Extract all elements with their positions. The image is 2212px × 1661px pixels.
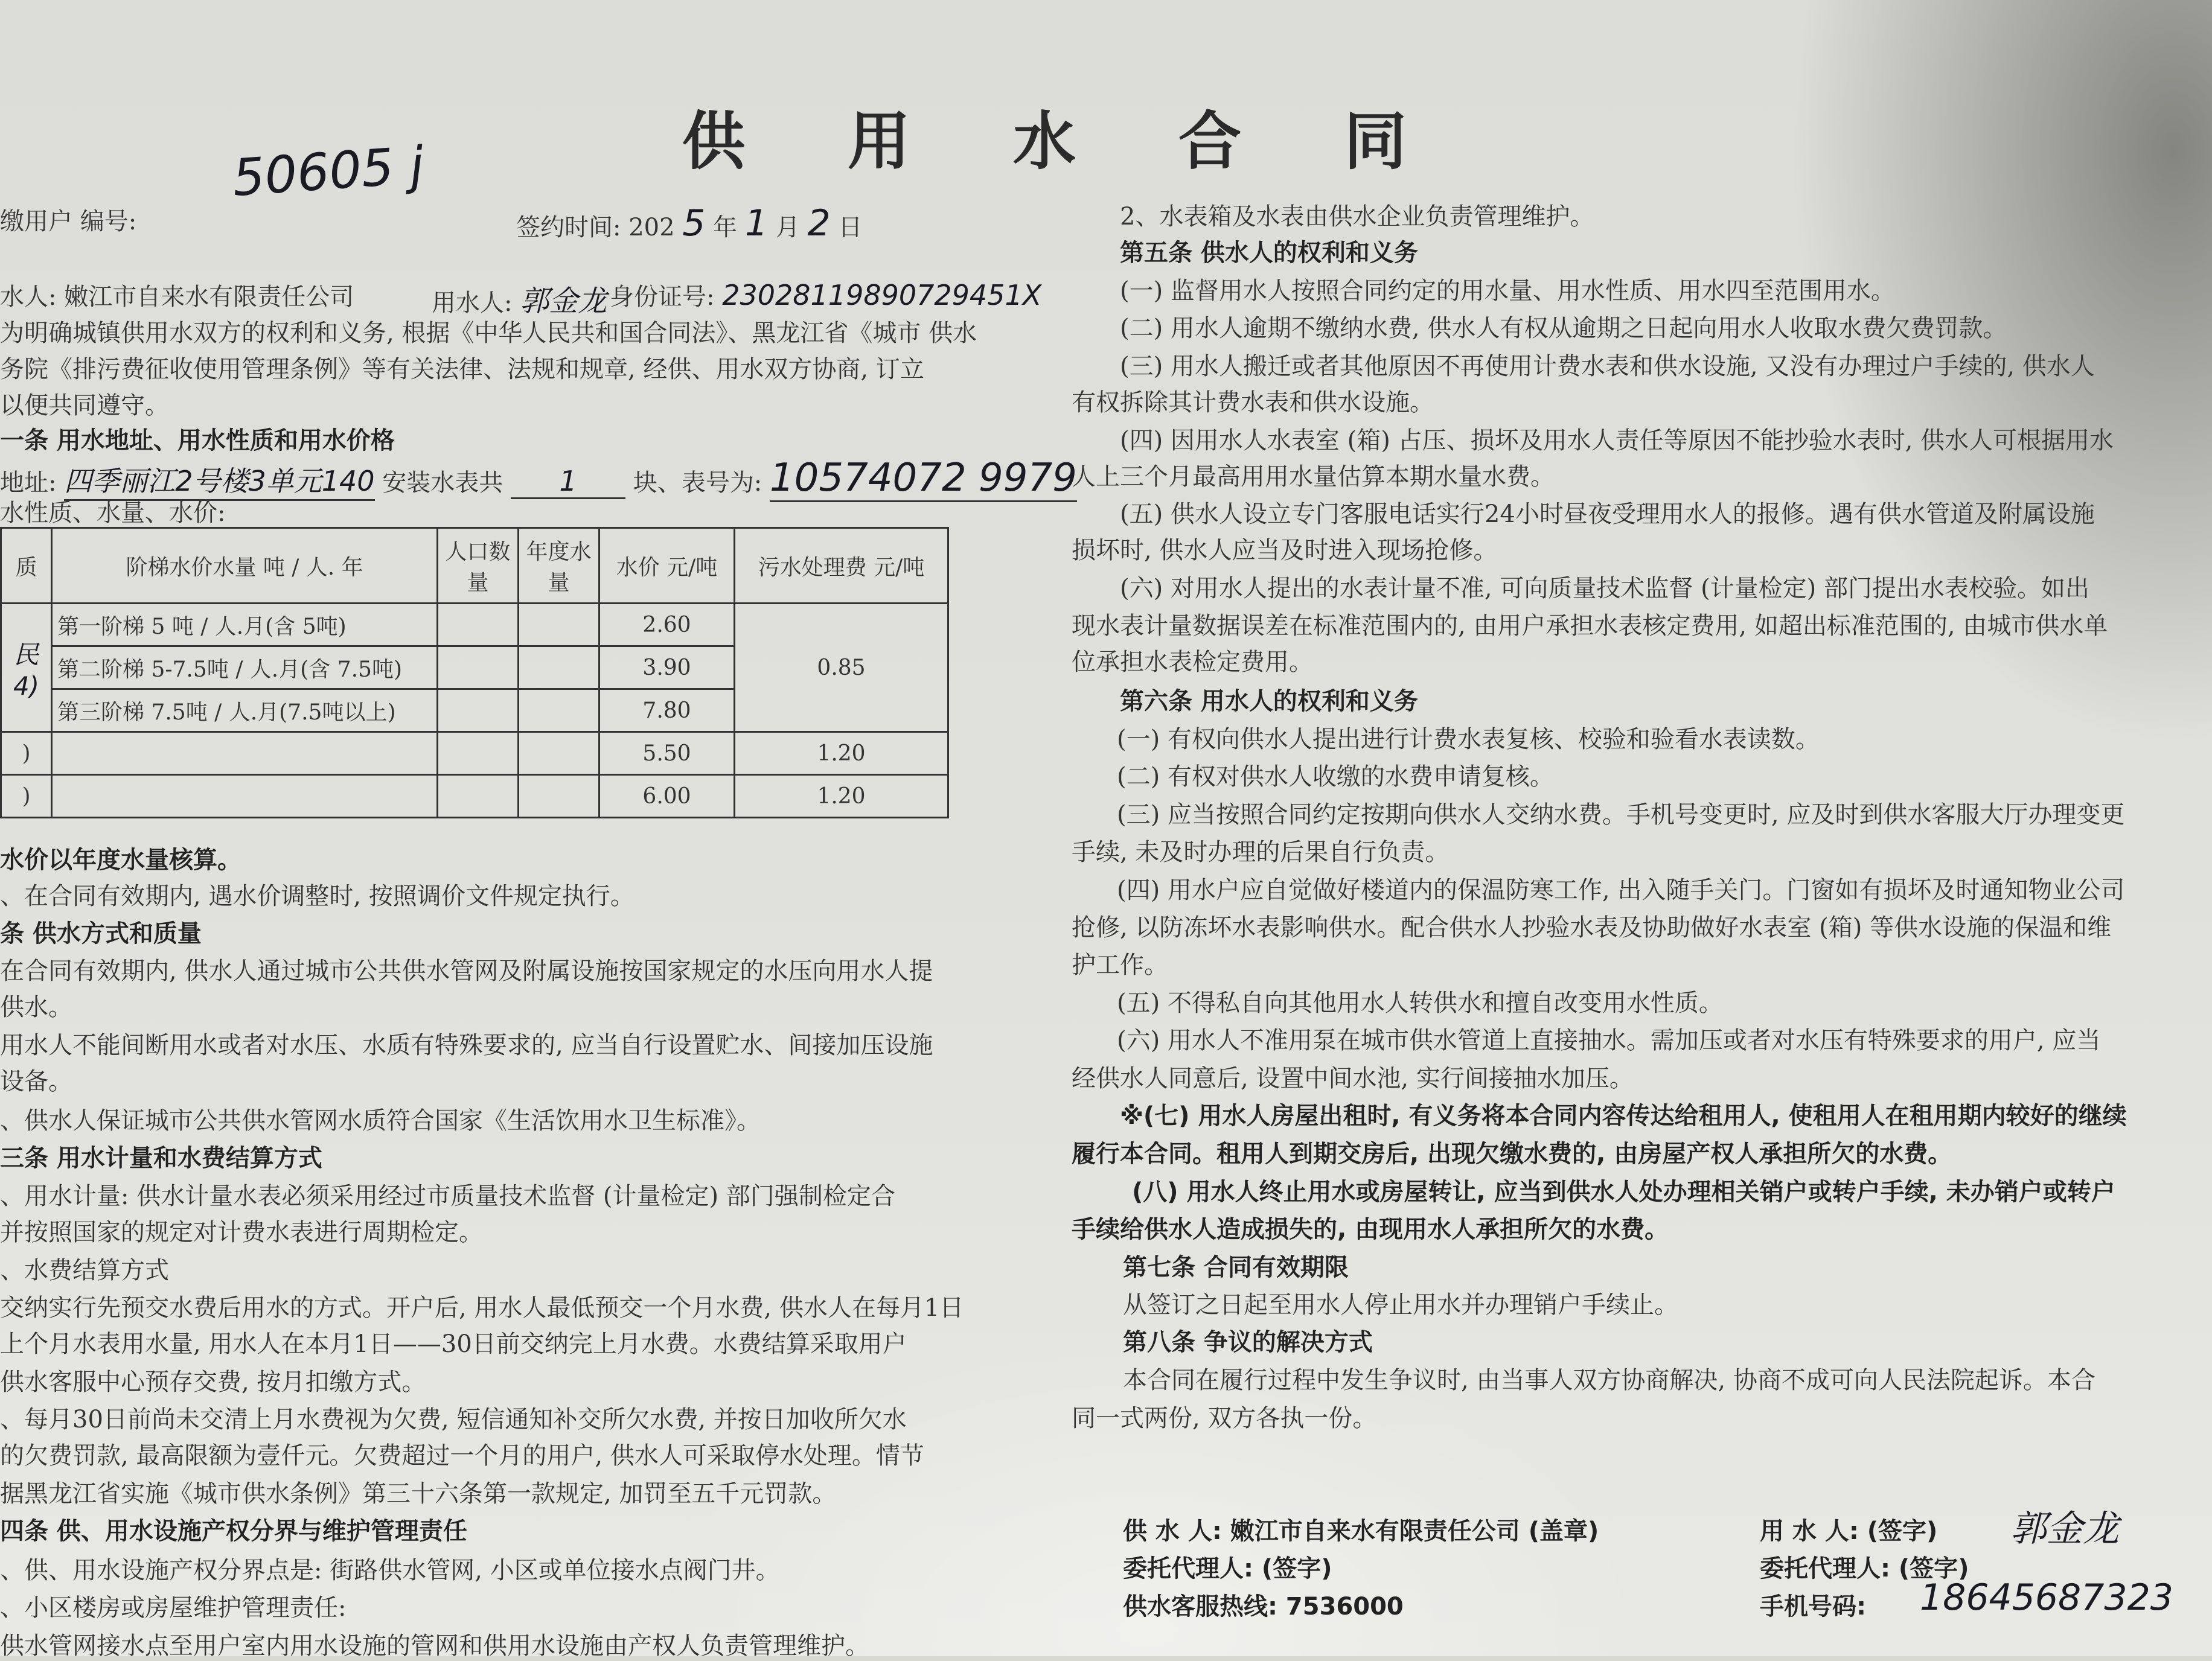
- table-row: [1, 604, 948, 646]
- sign-day: 2: [807, 202, 831, 244]
- supplier-line: 水人: 嫩江市自来水有限责任公司: [0, 283, 354, 311]
- art3-line: 上个月水表用水量, 用水人在本月1日——30日前交纳完上月水费。水费结算采取用户: [0, 1330, 907, 1358]
- header-nature: 质: [1, 528, 52, 604]
- art3-line: 据黑龙江省实施《城市供水条例》第三十六条第一款规定, 加罚至五千元罚款。: [0, 1480, 837, 1508]
- header-tier: 阶梯水价水量 吨 / 人. 年: [52, 528, 438, 604]
- note-adjust: 、在合同有效期内, 遇水价调整时, 按照调价文件规定执行。: [0, 882, 635, 910]
- handwritten-id-number: 23028119890729451X: [722, 279, 1042, 311]
- art3-line: 、水费结算方式: [0, 1257, 169, 1284]
- art5-line: 现水表计量数据误差在标准范围内的, 由用户承担水表核定费用, 如超出标准范围的, 由城市供水单: [1072, 612, 2108, 640]
- art5-line: 有权拆除其计费水表和供水设施。: [1072, 389, 1434, 416]
- price-cell: 7.80: [599, 689, 735, 732]
- price-cell: 6.00: [599, 775, 735, 818]
- art6-line: (六) 用水人不准用泵在城市供水管道上直接抽水。需加压或者对水压有特殊要求的用户, 应当: [1117, 1027, 2101, 1054]
- art5-line: (五) 供水人设立专门客服电话实行24小时昼夜受理用水人的报修。遇有供水管道及附属设施: [1120, 500, 2095, 528]
- volume-cell: [519, 732, 599, 775]
- article-6-title: 第六条 用水人的权利和义务: [1120, 687, 1418, 715]
- art7-line: 从签订之日起至用水人停止用水并办理销户手续止。: [1123, 1291, 1678, 1319]
- tier-cell: [52, 732, 438, 775]
- art6-line: (三) 应当按照合同约定按期向供水人交纳水费。手机号变更时, 应及时到供水客服大厅办理变更: [1117, 801, 2125, 829]
- price-cell: 5.50: [599, 732, 735, 775]
- sewage-cell-merged: 0.85: [735, 604, 948, 732]
- art2-line: 供水。: [0, 993, 72, 1021]
- sewage-cell: 1.20: [735, 775, 948, 818]
- art3-line: 、每月30日前尚未交清上月水费视为欠费, 短信通知补交所欠水费, 并按日加收所欠水: [0, 1406, 907, 1433]
- art5-line: 损坏时, 供水人应当及时进入现场抢修。: [1072, 537, 1498, 564]
- title-char: 同: [1344, 104, 1407, 178]
- header-annual-volume: 年度水量: [519, 528, 599, 604]
- meter-count-label: 安装水表共: [382, 469, 503, 497]
- population-cell: [438, 732, 519, 775]
- user-signature-line: 用 水 人: (签字): [1760, 1517, 1938, 1545]
- water-rate-table: [0, 527, 949, 818]
- sign-year-label: 年: [713, 214, 738, 241]
- sewage-cell: 1.20: [735, 732, 948, 775]
- user-line: [432, 278, 607, 319]
- art8-line: 本合同在履行过程中发生争议时, 由当事人双方协商解决, 协商不成可向人民法院起诉。本合: [1123, 1366, 2095, 1394]
- handwritten-user-signature: 郭金龙: [2010, 1508, 2119, 1550]
- id-label: 身份证号:: [610, 283, 715, 311]
- table-header-row: [1, 528, 948, 604]
- nature-cell: ): [1, 732, 52, 775]
- user-agent-line: 委托代理人: (签字): [1760, 1555, 1969, 1583]
- intro-line-2: 务院《排污费征收使用管理条例》等有关法律、法规和规章, 经供、用水双方协商, 订立: [0, 355, 924, 383]
- population-cell: [438, 604, 519, 646]
- tier-cell: 第二阶梯 5-7.5吨 / 人.月(含 7.5吨): [52, 646, 438, 689]
- sign-month: 1: [744, 202, 769, 244]
- handwritten-phone: 18645687323: [1920, 1577, 2173, 1619]
- art5-line: 位承担水表检定费用。: [1072, 648, 1313, 676]
- population-cell: [438, 775, 519, 818]
- art2-line: 用水人不能间断用水或者对水压、水质有特殊要求的, 应当自行设置贮水、间接加压设施: [0, 1031, 933, 1059]
- handwritten-contract-number: 50605 j: [230, 135, 426, 208]
- art6-clause-8: (八) 用水人终止用水或房屋转让, 应当到供水人处办理相关销户或转户手续, 未办销户或转户: [1132, 1178, 2115, 1206]
- title-char: 合: [1178, 104, 1242, 178]
- art5-line: (四) 因用水人水表室 (箱) 占压、损坏及用水人责任等原因不能抄验水表时, 供水人可根据用水: [1120, 427, 2114, 454]
- art6-line: (四) 用水户应自觉做好楼道内的保温防寒工作, 出入随手关门。门窗如有损坏及时通知物业公司: [1117, 876, 2125, 904]
- sign-month-label: 月: [775, 214, 800, 241]
- volume-cell: [519, 604, 599, 646]
- handwritten-meter-number: 10574072 9979: [770, 456, 1077, 502]
- population-cell: [438, 646, 519, 689]
- art3-line: 供水客服中心预存交费, 按月扣缴方式。: [0, 1368, 426, 1396]
- art6-clause-7b: 履行本合同。租用人到期交房后, 出现欠缴水费的, 由房屋产权人承担所欠的水费。: [1072, 1140, 1952, 1168]
- art4-line: 、供、用水设施产权分界点是: 街路供水管网, 小区或单位接水点阀门井。: [0, 1557, 780, 1584]
- header-price: 水价 元/吨: [599, 528, 735, 604]
- art4-line: 、小区楼房或房屋维护管理责任:: [0, 1594, 347, 1622]
- art3-line: 、用水计量: 供水计量水表必须采用经过市质量技术监督 (计量检定) 部门强制检定合: [0, 1182, 895, 1210]
- art6-line: (二) 有权对供水人收缴的水费申请复核。: [1117, 763, 1554, 791]
- article-2-title: 条 供水方式和质量: [0, 920, 202, 948]
- price-cell: 2.60: [599, 604, 735, 646]
- user-number-label: 缴用户 编号:: [0, 208, 137, 235]
- price-cell: 3.90: [599, 646, 735, 689]
- tier-cell: 第一阶梯 5 吨 / 人.月(含 5吨): [52, 604, 438, 646]
- art6-line: (一) 有权向供水人提出进行计费水表复核、校验和验看水表读数。: [1117, 725, 1820, 753]
- article-8-title: 第八条 争议的解决方式: [1123, 1328, 1373, 1356]
- art5-line: (二) 用水人逾期不缴纳水费, 供水人有权从逾期之日起向用水人收取水费欠费罚款。: [1120, 314, 2007, 342]
- art2-line: 、供水人保证城市公共供水管网水质符合国家《生活饮用水卫生标准》。: [0, 1107, 761, 1135]
- handwritten-meter-count: 1: [511, 465, 625, 499]
- resident-mark: 民: [13, 639, 39, 669]
- sign-date: [516, 202, 862, 244]
- art5-line: (三) 用水人搬迁或者其他原因不再使用计费水表和供水设施, 又没有办理过户手续的, 供水人: [1120, 352, 2095, 380]
- sign-date-prefix: 签约时间: 202: [516, 214, 675, 241]
- table-row: [1, 775, 948, 818]
- art8-line: 同一式两份, 双方各执一份。: [1072, 1404, 1377, 1432]
- article-1-title: 一条 用水地址、用水性质和用水价格: [0, 427, 395, 454]
- resident-paren: 4): [13, 671, 40, 701]
- sign-year-digit: 5: [682, 202, 706, 244]
- header-population: 人口数量: [438, 528, 519, 604]
- intro-line-3: 以便共同遵守。: [0, 392, 169, 419]
- art6-line: 抢修, 以防冻坏水表影响供水。配合供水人抄验水表及协助做好水表室 (箱) 等供水设施的保温和维: [1072, 914, 2112, 942]
- article-7-title: 第七条 合同有效期限: [1123, 1254, 1349, 1281]
- volume-cell: [519, 775, 599, 818]
- table-row: [1, 732, 948, 775]
- art3-line: 的欠费罚款, 最高限额为壹仟元。欠费超过一个月的用户, 供水人可采取停水处理。情节: [0, 1442, 924, 1470]
- art6-clause-8b: 手续给供水人造成损失的, 由现用水人承担所欠的水费。: [1072, 1216, 1669, 1243]
- art6-line: 手续, 未及时办理的后果自行负责。: [1072, 838, 1450, 866]
- note-annual: 水价以年度水量核算。: [0, 846, 241, 874]
- resident-cell: [1, 604, 52, 732]
- id-line: [610, 278, 1041, 312]
- art4-line: 供水管网接水点至用户室内用水设施的管网和供用水设施由产权人负责管理维护。: [0, 1632, 869, 1660]
- volume-cell: [519, 646, 599, 689]
- art3-line: 交纳实行先预交水费后用水的方式。开户后, 用水人最低预交一个月水费, 供水人在每月1日: [0, 1294, 964, 1322]
- title-char: 供: [682, 104, 746, 178]
- nature-cell: ): [1, 775, 52, 818]
- art6-line: (五) 不得私自向其他用水人转供水和擅自改变用水性质。: [1117, 989, 1723, 1017]
- art2-line: 设备。: [0, 1068, 72, 1095]
- handwritten-address: 四季丽江2号楼3单元140: [64, 459, 374, 501]
- art3-line: 并按照国家的规定对计费水表进行周期检定。: [0, 1219, 483, 1246]
- art5-line: (六) 对用水人提出的水表计量不准, 可向质量技术监督 (计量检定) 部门提出水表校验。如出: [1120, 575, 2089, 602]
- phone-label: 手机号码:: [1760, 1593, 1866, 1621]
- art6-line: 护工作。: [1072, 951, 1168, 979]
- handwritten-user-name: 郭金龙: [520, 284, 607, 318]
- art6-line: 经供水人同意后, 设置中间水池, 实行间接抽水加压。: [1072, 1065, 1634, 1092]
- supplier-agent-line: 委托代理人: (签字): [1123, 1555, 1332, 1583]
- article-5-title: 第五条 供水人的权利和义务: [1120, 239, 1418, 267]
- art6-clause-7: ※(七) 用水人房屋出租时, 有义务将本合同内容传达给租用人, 使租用人在租用期内较好的继续: [1120, 1102, 2127, 1130]
- service-hotline: 供水客服热线: 7536000: [1123, 1593, 1404, 1621]
- title-char: 用: [848, 104, 911, 178]
- sign-day-label: 日: [838, 214, 863, 241]
- volume-cell: [519, 689, 599, 732]
- title-char: 水: [1013, 104, 1076, 178]
- intro-line-1: 为明确城镇供用水双方的权利和义务, 根据《中华人民共和国合同法》、黑龙江省《城市 供水: [0, 319, 977, 347]
- art2-line: 在合同有效期内, 供水人通过城市公共供水管网及附属设施按国家规定的水压向用水人提: [0, 957, 933, 985]
- art5-line: 人上三个月最高用用水量估算本期水量水费。: [1072, 463, 1555, 491]
- population-cell: [438, 689, 519, 732]
- tier-cell: [52, 775, 438, 818]
- water-nature-label: 水性质、水量、水价:: [0, 499, 226, 527]
- art5-line: (一) 监督用水人按照合同约定的用水量、用水性质、用水四至范围用水。: [1120, 277, 1895, 305]
- supplier-signature-line: 供 水 人: 嫩江市自来水有限责任公司 (盖章): [1123, 1517, 1599, 1545]
- header-sewage: 污水处理费 元/吨: [735, 528, 948, 604]
- contract-title: [682, 91, 1407, 181]
- user-label: 用水人:: [432, 289, 513, 317]
- right-line: 2、水表箱及水表由供水企业负责管理维护。: [1120, 203, 1594, 231]
- address-label: 地址:: [0, 469, 57, 497]
- article-4-title: 四条 供、用水设施产权分界与维护管理责任: [0, 1517, 467, 1545]
- tier-cell: 第三阶梯 7.5吨 / 人.月(7.5吨以上): [52, 689, 438, 732]
- meter-number-label: 块、表号为:: [633, 469, 762, 497]
- article-3-title: 三条 用水计量和水费结算方式: [0, 1144, 322, 1172]
